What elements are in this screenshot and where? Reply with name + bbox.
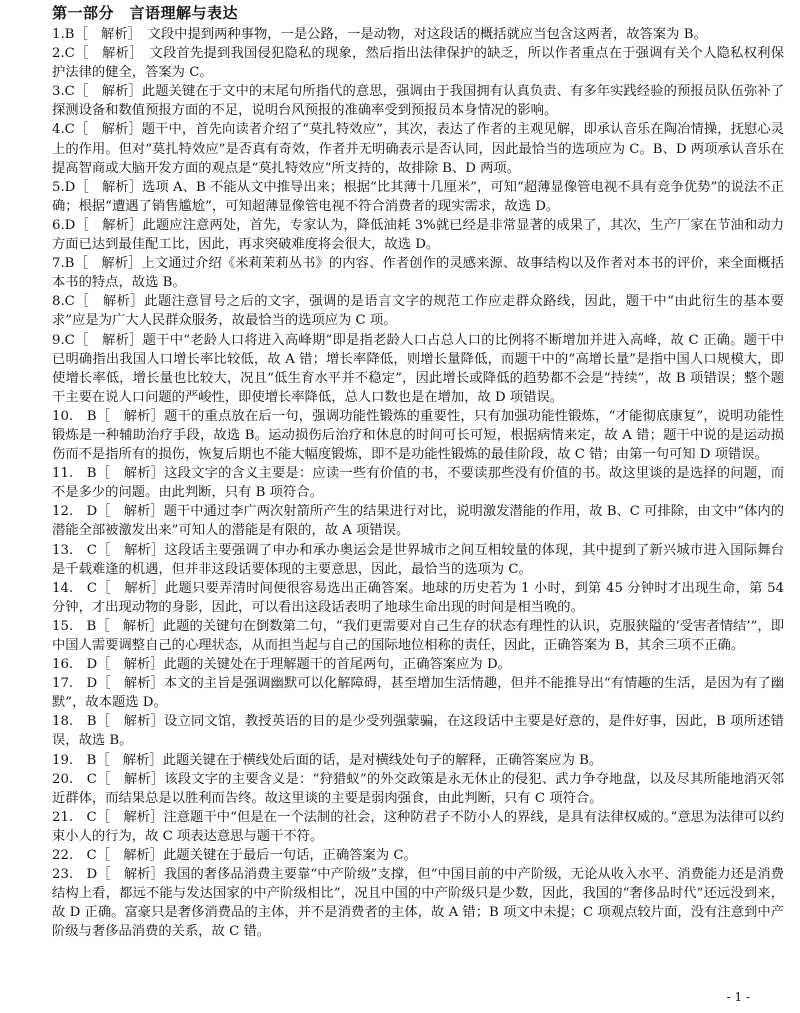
answer-item xyxy=(52,846,784,865)
answer-item xyxy=(52,407,784,464)
answer-text: 14. C［ 解析］此题只要弄清时间便很容易选出正确答案。地球的历史若为 1 小时，到第 45 分钟时才出现生命，第 54 分钟，才出现动物的身影，因此，可以看出这段话表明了地球生命出现的时间是相当晚的。 xyxy=(52,580,789,615)
answer-item xyxy=(52,865,784,941)
answer-item xyxy=(52,254,784,292)
answer-text: 19. B［ 解析］此题关键在于横线处后面的话，是对横线处句子的解释，正确答案应为 B。 xyxy=(52,752,603,768)
answer-list xyxy=(52,25,789,942)
answer-text: 16. D［ 解析］此题的关键处在于理解题干的首尾两句，正确答案应为 D。 xyxy=(52,657,511,673)
answer-text: 13. C［ 解析］这段话主要强调了申办和承办奥运会是世界城市之间互相较量的体现，其中提到了新兴城市进入国际舞台是千载难逢的机遇，但并非这段话要体现的主要意思，因此，最恰当的选项为 C。 xyxy=(52,542,784,577)
answer-text: 22. C［ 解析］此题关键在于最后一句话，正确答案为 C。 xyxy=(52,848,417,864)
answer-item xyxy=(52,579,789,617)
answer-text: 17. D［ 解析］本文的主旨是强调幽默可以化解障碍，甚至增加生活情趣，但并不能推导出“有情趣的生活，是因为有了幽默”，故本题选 D。 xyxy=(52,676,784,711)
answer-item xyxy=(52,655,784,674)
answer-item xyxy=(52,292,784,330)
answer-item xyxy=(52,502,784,540)
answer-text: 6.D［ 解析］此题应注意两处，首先，专家认为，降低油耗 3%就已经是非常显著的成果了，其次，生产厂家在节油和动力方面已达到最佳配工比，因此，再求突破难度将会很大，故选 D。 xyxy=(52,217,784,253)
answer-text: 18. B［ 解析］设立同文馆，教授英语的目的是少受列强蒙骗，在这段话中主要是好意的，是件好事，因此，B 项所述错误，故选 B。 xyxy=(52,714,784,749)
answer-text: 5.D［ 解析］选项 A、B 不能从文中推导出来；根据“比其薄十几厘米”，可知“超薄显像管电视不具有竞争优势”的说法不正确；根据“遭遇了销售尴尬”，可知超薄显像管电视不符合消费者的现实需求，故选 D。 xyxy=(52,179,784,214)
answer-text: 4.C［ 解析］题干中，首先向读者介绍了“莫扎特效应”，其次，表达了作者的主观见解，即承认音乐在陶冶情操，抚慰心灵上的作用。但对“莫扎特效应”是否真有奇效，作者并无明确表示是否认同，因此最恰当的选项应为 C。B、D 两项承认音乐在提高智商或大脑开发方面的观点是“莫扎特效应”所支持的，故排除 B、D 两项。 xyxy=(52,122,784,176)
answer-item xyxy=(52,44,784,82)
answer-item xyxy=(52,674,784,712)
answer-text: 20. C［ 解析］该段文字的主要含义是：“狩猎蚁”的外交政策是永无休止的侵犯、武力争夺地盘，以及尽其所能地消灭邻近群体，而结果总是以胜利而告终。故这里谈的主要是弱肉强食，由此判断，只有 C 项符合。 xyxy=(52,771,784,806)
answer-item xyxy=(52,712,784,750)
answer-item xyxy=(52,25,784,44)
answer-item xyxy=(52,178,784,216)
answer-text: 9.C［ 解析］题干中“老龄人口将进入高峰期”即是指老龄人口占总人口的比例将不断增加并进入高峰，故 C 正确。题干中已明确指出我国人口增长率比较低，故 A 错；增长率降低，则增长量降低，而题干中的“高增长量”是指中国人口规模大，即使增长率低，增长量也比较大，况且“低生育水平并不稳定”，因此增长或降低的趋势都不会是“持续”，故 B 项错误；整个题干主要在说人口问题的严峻性，即使增长率降低，总人口数也是在增加，故 D 项错误。 xyxy=(52,332,784,405)
answer-item xyxy=(52,216,784,254)
answer-text: 7.B［ 解析］上文通过介绍《米莉茉莉丛书》的内容、作者创作的灵感来源、故事结构以及作者对本书的评价，来全面概括本书的特点，故选 B。 xyxy=(52,256,784,291)
answer-item xyxy=(52,120,784,177)
answer-item xyxy=(52,808,784,846)
answer-text: 15. B［ 解析］此题的关键句在倒数第二句，“我们更需要对自己生存的状态有理性的认识，克服狭隘的‘受害者情结’”，即中国人需要调整自己的心理状态，从而担当起与自己的国际地位相称的责任，因此，正确答案为 B，其余三项不正确。 xyxy=(52,618,784,653)
answer-item xyxy=(52,464,784,502)
answer-text: 23. D［ 解析］我国的奢侈品消费主要靠“中产阶级”支撑，但“中国目前的中产阶级，无论从收入水平、消费能力还是消费结构上看，都远不能与发达国家的中产阶级相比”，况且中国的中产阶级只是少数，因此，我国的“奢侈品时代”还远没到来，故 D 正确。富豪只是奢侈消费品的主体，并不是消费者的主体，故 A 错；B 项文中未提；C 项观点较片面，没有注意到中产阶级与奢侈品消费的关系，故 C 错。 xyxy=(52,867,784,940)
answer-item xyxy=(52,331,784,407)
answer-text: 1.B［ 解析］ 文段中提到两种事物，一是公路，一是动物，对这段话的概括就应当包含这两者，故答案为 B。 xyxy=(52,27,707,42)
answer-text: 11. B［ 解析］这段文字的含义主要是：应读一些有价值的书，不要读那些没有价值的书。故这里谈的是选择的问题，而不是多少的问题。由此判断，只有 B 项符合。 xyxy=(52,466,784,501)
answer-item xyxy=(52,751,784,770)
answer-text: 3.C［ 解析］此题关键在于文中的末尾句所指代的意思，强调由于我国拥有认真负责、有多年实践经验的预报员队伍弥补了探测设备和数值预报方面的不足，说明台风预报的准确率受到预报员本身情况的影响。 xyxy=(52,84,784,119)
answer-item xyxy=(52,770,784,808)
section-title: 第一部分 言语理解与表达 xyxy=(52,4,239,22)
answer-text: 8.C［ 解析］此题注意冒号之后的文字，强调的是语言文字的规范工作应走群众路线，因此，题干中“由此衍生的基本要求”应是为广大人民群众服务，故最恰当的选项应为 C 项。 xyxy=(52,294,784,329)
answer-item xyxy=(52,541,784,579)
page-number: - 1 - xyxy=(726,990,750,1004)
answer-text: 21. C［ 解析］注意题干中“但是在一个法制的社会，这种防君子不防小人的界线，是具有法律权威的。”意思为法律可以约束小人的行为，故 C 项表达意思与题干不符。 xyxy=(52,809,784,844)
answer-text: 2.C［ 解析］ 文段首先提到我国侵犯隐私的现象，然后指出法律保护的缺乏，所以作者重点在于强调有关个人隐私权利保护法律的健全，答案为 C。 xyxy=(52,46,784,81)
answer-item xyxy=(52,617,784,655)
answer-text: 10. B［ 解析］题干的重点放在后一句，强调功能性锻炼的重要性，只有加强功能性锻炼，“才能彻底康复”，说明功能性锻炼是一种辅助治疗手段，故选 B。运动损伤后治疗和休息的时间可长可短，根据病情来定，故 A 错；题干中说的是运动损伤而不是指所有的损伤，恢复后期也不能大幅度锻炼，即不是功能性锻炼的最佳阶段，故 C 错；由第一句可知 D 项错误。 xyxy=(52,408,784,463)
answer-text: 12. D［ 解析］题干中通过李广两次射箭所产生的结果进行对比，说明激发潜能的作用，故 B、C 可排除，由文中“体内的潜能全部被激发出来”可知人的潜能是有限的，故 A 项错误。 xyxy=(52,504,784,539)
answer-item xyxy=(52,82,784,120)
